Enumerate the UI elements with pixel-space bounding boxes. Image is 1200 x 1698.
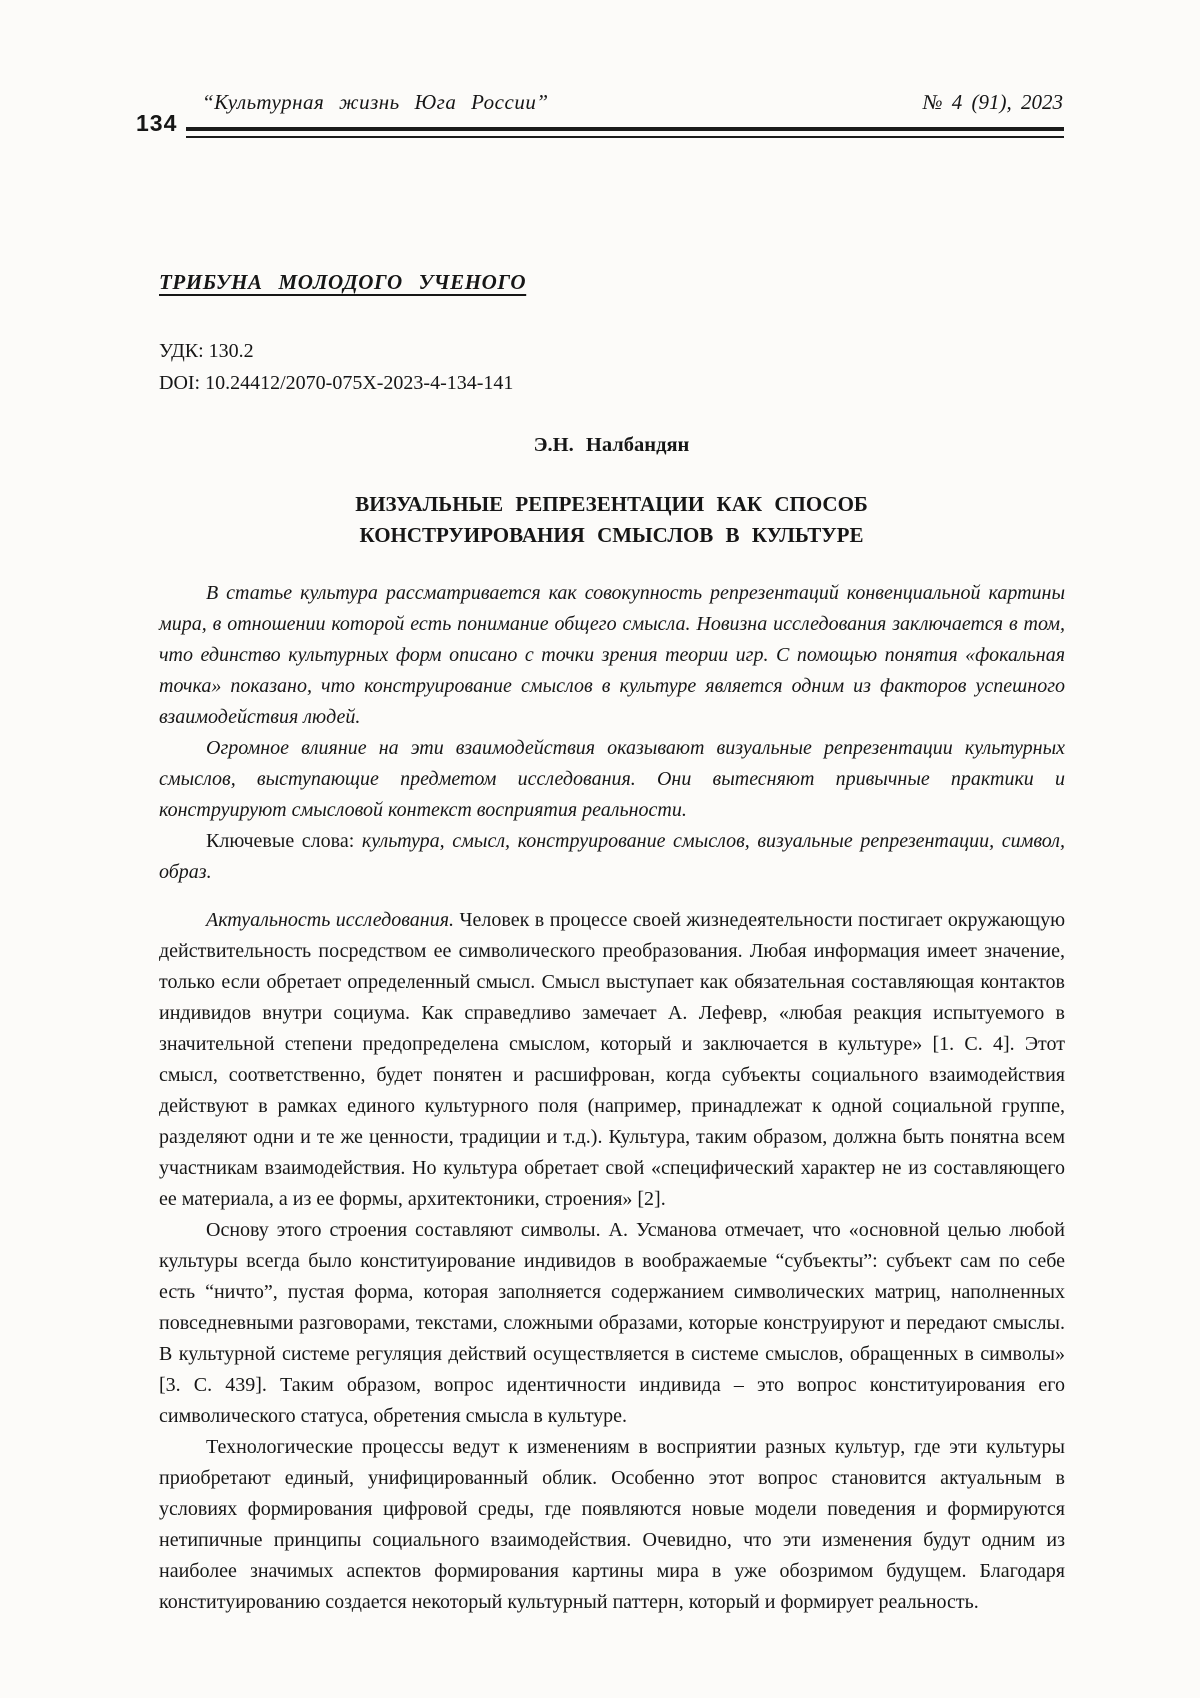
- journal-title: “Культурная жизнь Юга России”: [202, 90, 549, 114]
- section-heading: ТРИБУНА МОЛОДОГО УЧЕНОГО: [159, 270, 527, 294]
- body-paragraph-2: Основу этого строения составляют символы. А. Усманова отмечает, что «основной целью любой культуры всегда было конституирование индивидов в воображаемые “субъекты”: субъект сам по себе есть “ничто”, пустая форма, которая заполняется содержанием символических матриц, наполненных повседневными разговорами, текстами, сложными образами, которые конструируют и передают смыслы. В культурной системе регуляция действий осуществляется в системе смыслов, обращенных в символы» [3. С. 439]. Таким образом, вопрос идентичности индивида – это вопрос конституирования его символического статуса, обретения смысла в культуре.: [159, 1219, 1065, 1427]
- header-rule-thick: [186, 127, 1064, 131]
- page-number: 134: [136, 110, 178, 136]
- body-text: [159, 905, 1065, 1618]
- udk-line: УДК: 130.2: [159, 340, 254, 362]
- keywords-label: Ключевые слова:: [206, 830, 355, 852]
- article-title-line2: КОНСТРУИРОВАНИЯ СМЫСЛОВ В КУЛЬТУРЕ: [359, 523, 864, 547]
- article-title: [159, 489, 1064, 551]
- paragraph-lead: Актуальность исследования.: [206, 909, 455, 931]
- header-rule-thin: [186, 136, 1064, 138]
- body-paragraph-1: [159, 905, 1065, 1215]
- keywords-list: культура, смысл, конструирование смыслов, визуальные репрезентации, символ, образ.: [159, 830, 1065, 883]
- paragraph-rest: Человек в процессе своей жизнедеятельности постигает окружающую действительность посредством ее символического преобразования. Любая информация имеет значение, только если обретает определенный смысл. Смысл выступает как обязательная составляющая контактов индивидов внутри социума. Как справедливо замечает А. Лефевр, «любая реакция испытуемого в значительной степени предопределена смыслом, который и заключается в культуре» [1. С. 4]. Этот смысл, соответственно, будет понятен и расшифрован, когда субъекты социального взаимодействия действуют в рамках единого культурного поля (например, принадлежат к одной социальной группе, разделяют одни и те же ценности, традиции и т.д.). Культура, таким образом, должна быть понятна всем участникам взаимодействия. Но культура обретает свой «специфический характер не из составляющего ее материала, а из ее формы, архитектоники, строения» [2].: [159, 909, 1066, 1210]
- abstract-paragraph-2: Огромное влияние на эти взаимодействия оказывают визуальные репрезентации культурных смыслов, выступающие предметом исследования. Они вытесняют привычные практики и конструируют смысловой контекст восприятия реальности.: [159, 737, 1065, 821]
- issue-info: № 4 (91), 2023: [922, 90, 1063, 114]
- doi-line: DOI: 10.24412/2070-075X-2023-4-134-141: [159, 372, 514, 394]
- abstract-paragraph-1: В статье культура рассматривается как совокупность репрезентаций конвенциальной картины мира, в отношении которой есть понимание общего смысла. Новизна исследования заключается в том, что единство культурных форм описано с точки зрения теории игр. С помощью понятия «фокальная точка» показано, что конструирование смыслов в культуре является одним из факторов успешного взаимодействия людей.: [159, 582, 1065, 728]
- article-content: [159, 578, 1065, 1618]
- abstract: [159, 578, 1065, 888]
- body-paragraph-3: Технологические процессы ведут к изменениям в восприятии разных культур, где эти культуры приобретают единый, унифицированный облик. Особенно этот вопрос становится актуальным в условиях формирования цифровой среды, где появляются новые модели поведения и формируются нетипичные принципы социального взаимодействия. Очевидно, что эти изменения будут одним из наиболее значимых аспектов формирования картины мира в уже обозримом будущем. Благодаря конституированию создается некоторый культурный паттерн, который и формирует реальность.: [159, 1436, 1065, 1613]
- keywords-paragraph: [159, 826, 1065, 888]
- author-name: Э.Н. Налбандян: [533, 434, 690, 456]
- article-title-line1: ВИЗУАЛЬНЫЕ РЕПРЕЗЕНТАЦИИ КАК СПОСОБ: [355, 492, 868, 516]
